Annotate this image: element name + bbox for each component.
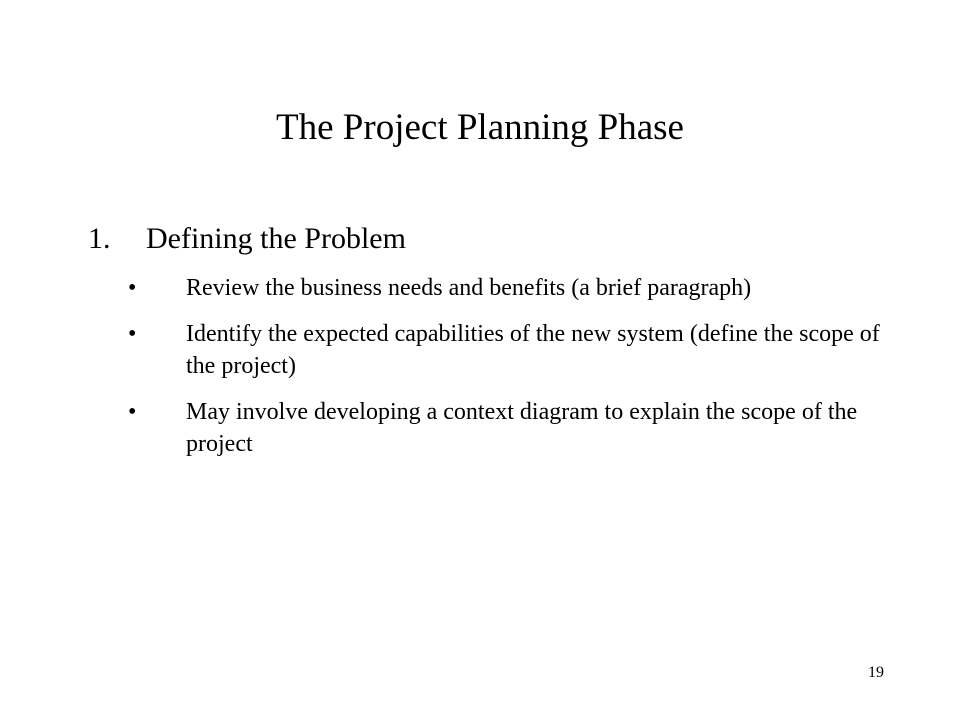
page-number: 19 xyxy=(868,664,884,681)
bullet-text: Identify the expected capabilities of the new system (define the scope of the project) xyxy=(186,321,880,379)
bullet-icon: • xyxy=(128,321,137,347)
bullet-item xyxy=(128,396,888,460)
bullet-icon: • xyxy=(128,399,137,425)
bullet-item xyxy=(128,318,888,382)
item-number: 1. xyxy=(88,222,111,255)
bullet-list xyxy=(128,272,888,474)
item-heading: Defining the Problem xyxy=(146,222,406,255)
bullet-item xyxy=(128,272,888,304)
bullet-icon: • xyxy=(128,275,137,301)
bullet-text: Review the business needs and benefits (a brief paragraph) xyxy=(186,275,752,301)
slide-title: The Project Planning Phase xyxy=(276,107,684,148)
bullet-text: May involve developing a context diagram to explain the scope of the project xyxy=(186,399,858,457)
